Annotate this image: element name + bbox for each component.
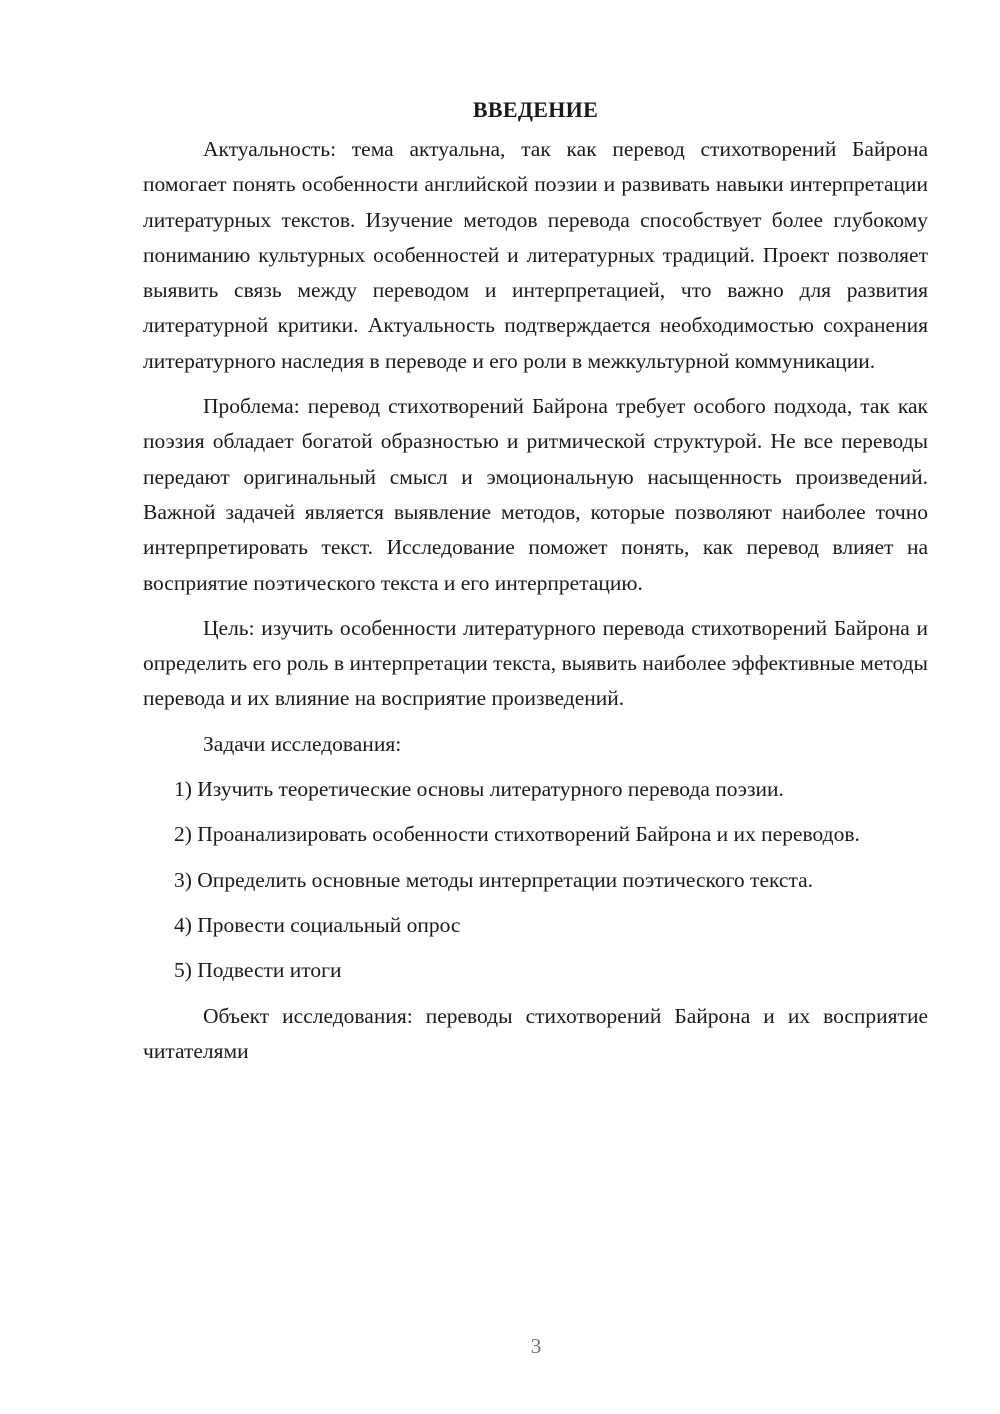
task-item: 1) Изучить теоретические основы литературного перевода поэзии. [174,777,784,802]
page-content [143,88,928,1069]
paragraph-problem: Проблема: перевод стихотворений Байрона требует особого подхода, так как поэзия обладает богатой образностью и ритмической структурой. Не все переводы передают оригинальный смысл и эмоциональную насыщенность произведений. Важной задачей является выявление методов, которые позволяют наиболее точно интерпретировать текст. Исследование поможет понять, как перевод влияет на восприятие поэтического текста и его интерпретацию. [143,394,928,595]
tasks-heading: Задачи исследования: [203,731,402,756]
page-number: 3 [530,1334,542,1358]
paragraph-object: Объект исследования: переводы стихотворений Байрона и их восприятие читателями [143,1003,928,1063]
task-item: 3) Определить основные методы интерпретации поэтического текста. [174,867,814,892]
paragraph-goal: Цель: изучить особенности литературного перевода стихотворений Байрона и определить его роль в интерпретации текста, выявить наиболее эффективные методы перевода и их влияние на восприятие произведений. [143,615,928,711]
paragraph-relevance: Актуальность: тема актуальна, так как перевод стихотворений Байрона помогает понять особенности английской поэзии и развивать навыки интерпретации литературных текстов. Изучение методов перевода способствует более глубокому пониманию культурных особенностей и литературных традиций. Проект позволяет выявить связь между переводом и интерпретацией, что важно для развития литературной критики. Актуальность подтверждается необходимостью сохранения литературного наследия в переводе и его роли в межкультурной коммуникации. [143,137,928,373]
task-item: 2) Проанализировать особенности стихотворений Байрона и их переводов. [174,822,860,847]
section-title: ВВЕДЕНИЕ [472,97,599,122]
task-item: 5) Подвести итоги [174,958,342,983]
task-item: 4) Провести социальный опрос [174,912,461,937]
tasks-list [143,772,928,988]
